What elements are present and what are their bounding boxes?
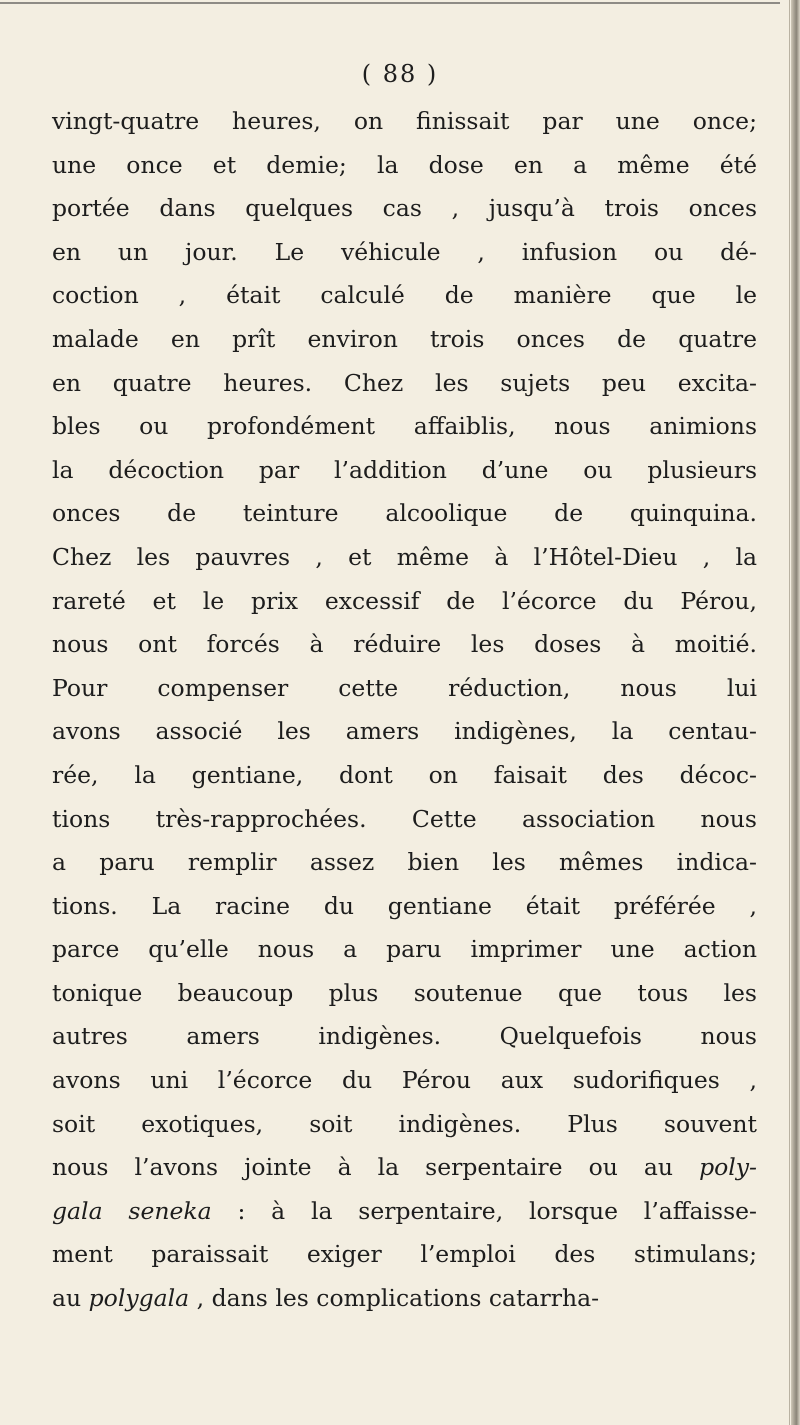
text-line [52,318,757,362]
text-line [52,100,757,144]
line-text: tions. La racine du gentiane était préférée , [52,891,757,920]
line-text: onces de teinture alcoolique de quinquina. [52,499,757,528]
line-text: portée dans quelques cas , jusqu’à trois onces [52,194,757,223]
line-text: tions très-rapprochées. Cette association nous [52,804,757,833]
text-line [52,492,757,536]
line-text: soit exotiques, soit indigènes. Plus souvent [52,1109,757,1138]
line-text: Pour compenser cette réduction, nous lui [52,673,757,702]
body-text [52,100,757,1321]
line-text: autres amers indigènes. Quelquefois nous [52,1022,757,1051]
text-line [52,798,757,842]
text-line [52,187,757,231]
text-line [52,710,757,754]
line-text: : à la serpentaire, lorsque l’affaisse- [211,1196,757,1225]
italic-text: gala seneka [52,1196,212,1225]
line-text: rareté et le prix excessif de l’écorce du Pérou, [52,586,757,615]
text-line [52,623,757,667]
text-line [52,1277,757,1321]
text-line [52,1146,757,1190]
line-text: nous l’avons jointe à la serpentaire ou au [52,1153,700,1182]
text-line [52,144,757,188]
line-text: rée, la gentiane, dont on faisait des décoc- [52,760,757,789]
line-text: en un jour. Le véhicule , infusion ou dé- [52,237,757,266]
line-text: coction , était calculé de manière que le [52,281,757,310]
text-line [52,405,757,449]
text-line [52,231,757,275]
text-line [52,1103,757,1147]
page-edge-shadow [791,0,800,1425]
text-line [52,580,757,624]
line-text: la décoction par l’addition d’une ou plusieurs [52,455,757,484]
text-line [52,841,757,885]
page-number: ( 88 ) [361,60,439,88]
top-rule [0,2,780,4]
text-line [52,1233,757,1277]
line-text: vingt-quatre heures, on finissait par une once; [52,107,757,135]
line-text: une once et demie; la dose en a même été [52,150,757,179]
text-line [52,1015,757,1059]
text-line [52,274,757,318]
line-text: malade en prît environ trois onces de quatre [52,324,757,353]
italic-text: poly- [699,1153,757,1182]
text-line [52,1190,757,1234]
page-edge-line [789,0,790,1425]
line-text: Chez les pauvres , et même à l’Hôtel-Dieu , la [52,542,757,571]
line-text: tonique beaucoup plus soutenue que tous les [52,978,757,1007]
line-text: en quatre heures. Chez les sujets peu excita- [52,368,757,397]
text-line [52,667,757,711]
line-text: au [52,1284,89,1313]
text-line [52,362,757,406]
text-line [52,449,757,493]
text-line [52,754,757,798]
text-line [52,1059,757,1103]
line-text: bles ou profondément affaiblis, nous animions [52,412,757,441]
text-line [52,885,757,929]
line-text: nous ont forcés à réduire les doses à moitié. [52,630,757,659]
italic-text: polygala [88,1284,190,1313]
line-text: parce qu’elle nous a paru imprimer une action [52,935,757,964]
text-line [52,928,757,972]
line-text: , dans les complications catarrha- [189,1284,600,1313]
text-line [52,972,757,1016]
line-text: a paru remplir assez bien les mêmes indica- [52,848,757,877]
line-text: avons uni l’écorce du Pérou aux sudorifiques , [52,1066,757,1095]
text-line [52,536,757,580]
line-text: ment paraissait exiger l’emploi des stimulans; [52,1240,757,1269]
line-text: avons associé les amers indigènes, la centau- [52,717,757,746]
